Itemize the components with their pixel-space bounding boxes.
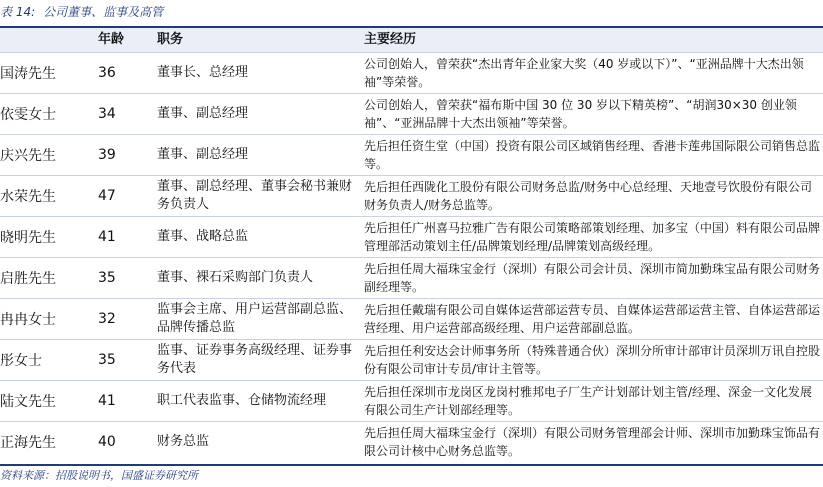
cell-position: 职工代表监事、仓储物流经理 [157,393,327,408]
cell-name: 依雯女士 [0,107,56,123]
cell-age: 41 [98,229,116,245]
table-row [0,298,823,339]
cell-experience: 先后担任戴瑞有限公司自媒体运营部运营专员、自媒体运营部运营主管、自体运营部运营经理、用户运营部高级经理、用户运营部副总监。 [364,303,821,335]
source-note: 资料来源：招股说明书，国盛证券研究所 [0,469,198,482]
table-title: 公司董事、监事及高管 [43,5,164,19]
table-row [0,134,823,175]
table-bottom-rule [0,464,823,466]
cell-age: 39 [98,147,116,163]
cell-age: 32 [98,311,116,327]
header-name [0,28,90,52]
table-row [0,380,823,421]
header-age: 年龄 [98,32,125,47]
cell-name: 国涛先生 [0,66,56,82]
cell-position: 监事会主席、用户运营部副总监、品牌传播总监 [157,302,353,335]
cell-position: 董事、副总经理 [157,147,249,162]
cell-position: 财务总监 [157,434,210,449]
cell-position: 董事、副总经理 [157,106,249,121]
table-row [0,175,823,216]
cell-name: 冉冉女士 [0,312,56,328]
table-caption [0,2,163,22]
cell-age: 40 [98,434,116,450]
cell-experience: 先后担任广州喜马拉雅广告有限公司策略部策划经理、加多宝（中国）料有限公司品牌管理部活动策划主任/品牌策划经理/品牌策划高级经理。 [364,221,821,253]
cell-experience: 先后担任周大福珠宝金行（深圳）有限公司会计员、深圳市简加勤珠宝品有限公司财务副经理等。 [364,262,821,294]
cell-experience: 先后担任利安达会计师事务所（特殊普通合伙）深圳分所审计部审计员深圳万讯自控股份有限公司审计专员/审计主管等。 [364,344,821,376]
cell-experience: 先后担任周大福珠宝金行（深圳）有限公司财务管理部会计师、深圳市加勤珠宝饰品有限公司计核中心财务总监等。 [364,426,821,458]
cell-name: 陆文先生 [0,394,56,410]
cell-experience: 先后担任西陇化工股份有限公司财务总监/财务中心总经理、天地壹号饮股份有限公司财务负责人/财务总监等。 [364,180,813,212]
table-body [0,52,823,462]
table-number: 表 14: [0,5,36,19]
cell-position: 监事、证券事务高级经理、证券事务代表 [157,343,353,376]
table-row [0,52,823,93]
cell-age: 47 [98,188,116,204]
cell-age: 36 [98,65,116,81]
table-row [0,339,823,380]
cell-name: 彤女士 [0,353,42,369]
cell-experience: 公司创始人，曾荣获“福布斯中国 30 位 30 岁以下精英榜”、“胡润30×30 创业领袖”、“亚洲品牌十大杰出领袖”等荣誉。 [364,98,797,130]
table-row [0,93,823,134]
cell-name: 晓明先生 [0,230,56,246]
table-row [0,216,823,257]
cell-age: 34 [98,106,116,122]
cell-name: 水荣先生 [0,189,56,205]
cell-name: 启胜先生 [0,271,56,287]
cell-name: 庆兴先生 [0,148,56,164]
table-row [0,421,823,462]
table-row [0,257,823,298]
cell-experience: 公司创始人，曾荣获“杰出青年企业家大奖（40 岁或以下）”、“亚洲品牌十大杰出领袖”等荣誉。 [364,57,804,89]
cell-name: 正海先生 [0,435,56,451]
cell-experience: 先后担任资生堂（中国）投资有限公司区域销售经理、香港卡莲弗国际限公司销售总监等。 [364,139,821,171]
cell-position: 董事长、总经理 [157,65,249,80]
cell-age: 35 [98,352,116,368]
header-experience: 主要经历 [364,32,417,47]
cell-age: 35 [98,270,116,286]
cell-position: 董事、副总经理、董事会秘书兼财务负责人 [157,179,353,212]
cell-position: 董事、战略总监 [157,229,249,244]
header-position: 职务 [157,32,184,47]
cell-experience: 先后担任深圳市龙岗区龙岗村雅邦电子厂生产计划部计划主管/经理、深金一文化发展有限公司生产计划部经理等。 [364,385,813,417]
cell-age: 41 [98,393,116,409]
table-header [0,28,823,52]
cell-position: 董事、裸石采购部门负责人 [157,270,314,285]
